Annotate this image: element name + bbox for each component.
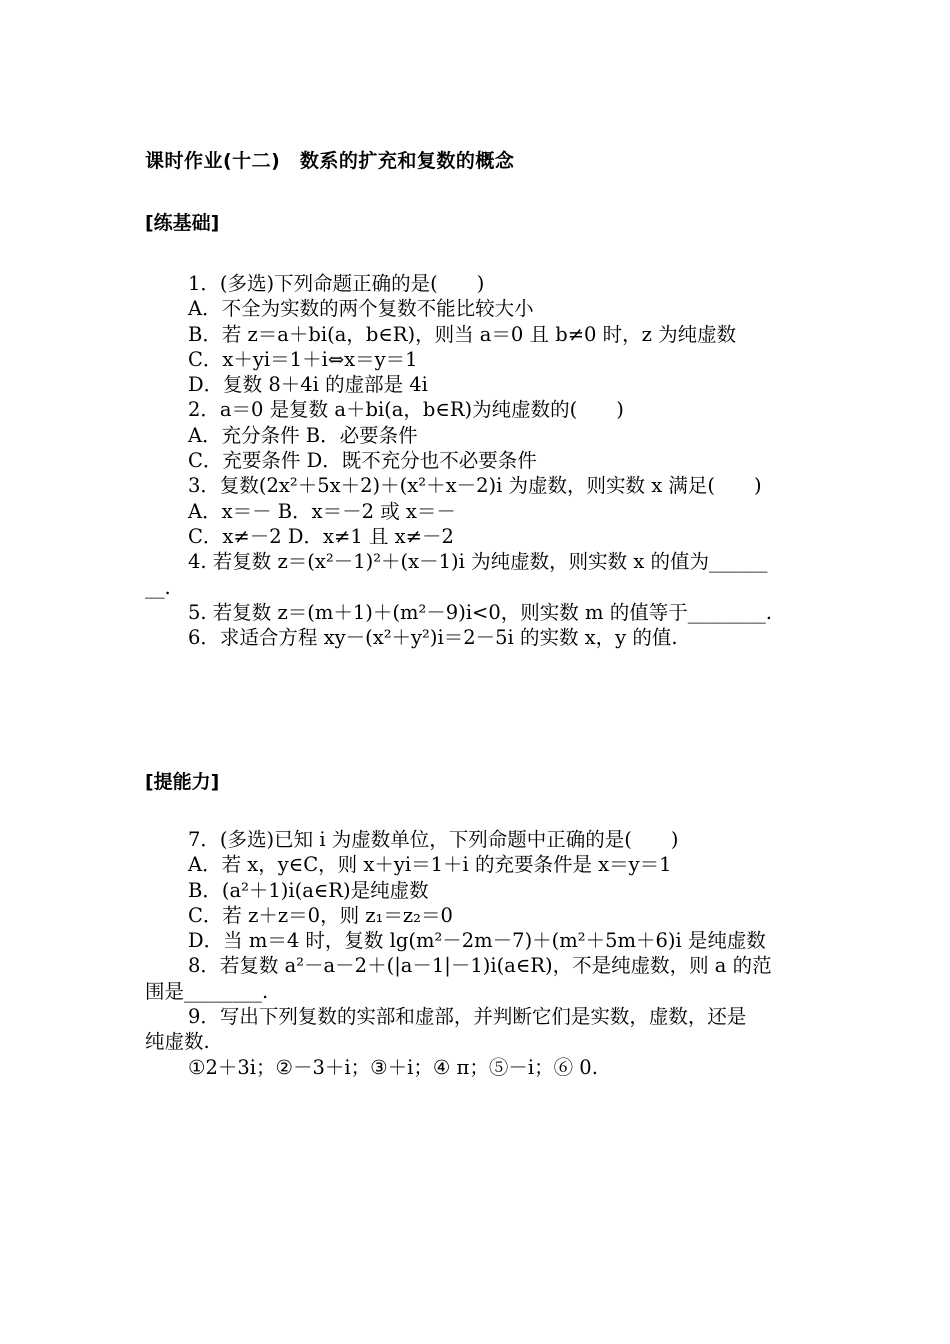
ability-line: D．当 m＝4 时，复数 lg(m²－2m－7)＋(m²＋5m＋6)i 是纯虚数 xyxy=(188,929,766,953)
basics-line: C．x≠－2 D．x≠1 且 x≠－2 xyxy=(188,524,454,548)
ability-line: 9．写出下列复数的实部和虚部，并判断它们是实数，虚数，还是 xyxy=(188,1005,747,1029)
section-ability-heading: [提能力] xyxy=(145,771,220,793)
page-title: 课时作业(十二) 数系的扩充和复数的概念 xyxy=(145,150,515,172)
basics-line: 1．(多选)下列命题正确的是( ) xyxy=(188,272,485,295)
ability-line: 围是________. xyxy=(145,979,269,1003)
basics-line: C．充要条件 D．既不充分也不必要条件 xyxy=(188,449,537,473)
basics-line: A．充分条件 B．必要条件 xyxy=(188,423,418,447)
basics-line: __. xyxy=(145,575,171,599)
section-basics-heading: [练基础] xyxy=(145,212,220,234)
basics-line: 5. 若复数 z＝(m＋1)＋(m²－9)i<0，则实数 m 的值等于________. xyxy=(188,600,772,624)
basics-line: C．x＋yi＝1＋i⇔x＝y＝1 xyxy=(188,347,418,371)
ability-line: C．若 z＋z＝0，则 z₁＝z₂＝0 xyxy=(188,903,453,927)
basics-line: 2．a＝0 是复数 a＋bi(a，b∈R)为纯虚数的( ) xyxy=(188,398,624,422)
basics-line: A．x＝－ B．x＝－2 或 x＝－ xyxy=(188,499,456,523)
ability-question-list xyxy=(145,827,810,1080)
ability-line: B．(a²＋1)i(a∈R)是纯虚数 xyxy=(188,878,429,902)
basics-line: 4. 若复数 z＝(x²－1)²＋(x－1)i 为纯虚数，则实数 x 的值为______ xyxy=(188,550,768,574)
ability-line: ①2＋3i；②－3＋i；③＋i；④ π；⑤－i；⑥ 0. xyxy=(188,1055,598,1079)
ability-line: A．若 x，y∈C，则 x＋yi＝1＋i 的充要条件是 x＝y＝1 xyxy=(188,853,672,877)
basics-line: B．若 z＝a＋bi(a，b∈R)，则当 a＝0 且 b≠0 时，z 为纯虚数 xyxy=(188,322,737,346)
basics-question-list xyxy=(145,271,810,650)
ability-line: 7．(多选)已知 i 为虚数单位，下列命题中正确的是( ) xyxy=(188,828,679,851)
basics-line: A．不全为实数的两个复数不能比较大小 xyxy=(188,297,534,321)
basics-line: 6．求适合方程 xy－(x²＋y²)i＝2－5i 的实数 x，y 的值. xyxy=(188,626,678,650)
ability-line: 纯虚数. xyxy=(145,1030,210,1054)
basics-line: D．复数 8＋4i 的虚部是 4i xyxy=(188,373,428,397)
basics-line: 3．复数(2x²＋5x＋2)＋(x²＋x－2)i 为虚数，则实数 x 满足( ) xyxy=(188,474,762,498)
ability-line: 8．若复数 a²－a－2＋(|a－1|－1)i(a∈R)，不是纯虚数，则 a 的范 xyxy=(188,954,772,978)
